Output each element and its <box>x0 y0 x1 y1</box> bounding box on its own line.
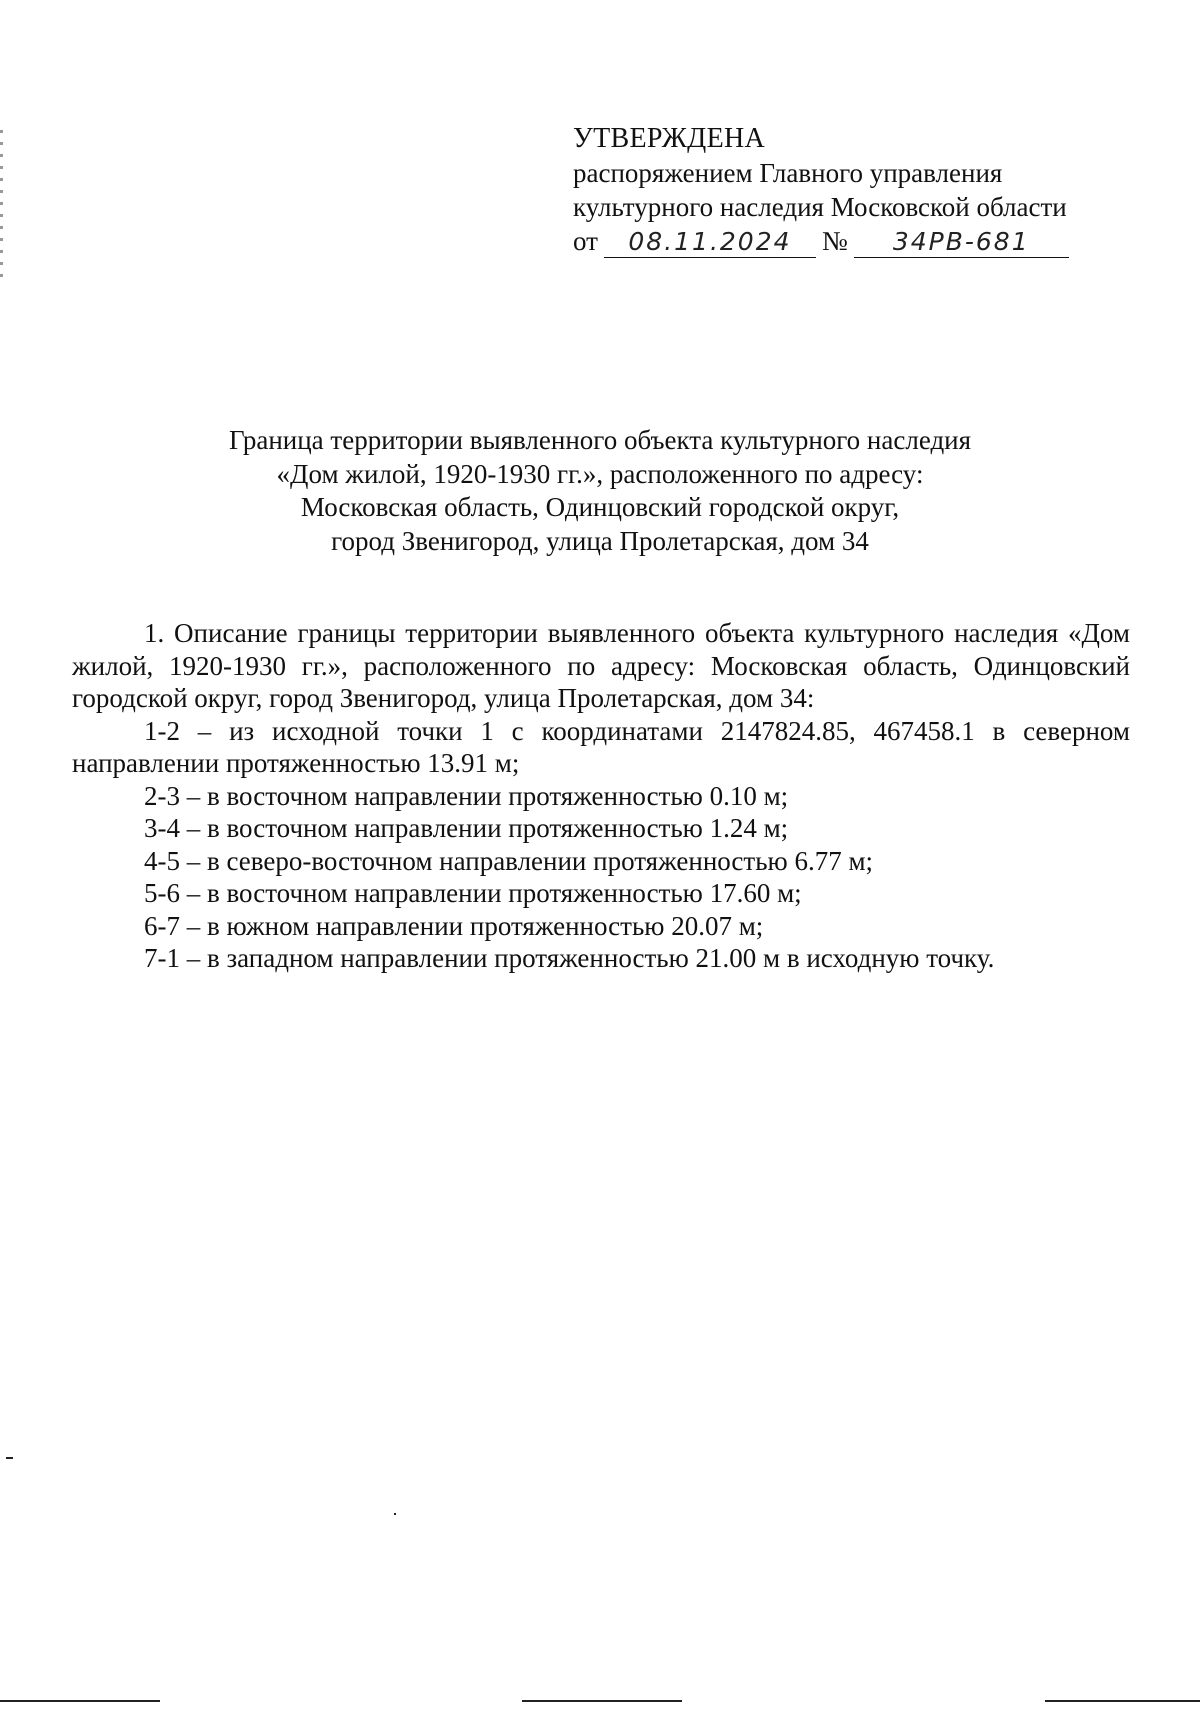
boundary-segment: 3-4 – в восточном направлении протяженностью 1.24 м; <box>144 813 789 843</box>
scan-dot <box>394 1513 396 1515</box>
handwritten-number: 34РВ-681 <box>854 227 1069 258</box>
footer-rule <box>0 1700 160 1702</box>
title-line: «Дом жилой, 1920-1930 гг.», расположенного по адресу: <box>276 458 924 489</box>
boundary-segment: 4-5 – в северо-восточном направлении протяженностью 6.77 м; <box>144 845 874 876</box>
date-prefix: от <box>573 226 598 256</box>
number-sign: № <box>821 226 848 256</box>
footer-rule <box>522 1700 682 1702</box>
approval-block <box>573 122 1113 258</box>
intro-paragraph: 1. Описание границы территории выявленного объекта культурного наследия «Дом жилой, 1920-1930 гг.», расположенного по адресу: Московская область, Одинцовский городской округ, город Звенигород, улица Пролетарская, дом 34: <box>72 618 1130 713</box>
scan-mark <box>6 1457 13 1459</box>
footer-rule <box>1045 1700 1200 1702</box>
scan-edge-marks <box>0 130 3 280</box>
boundary-segment: 7-1 – в западном направлении протяженностью 21.00 м в исходную точку. <box>144 943 995 973</box>
boundary-segment: 6-7 – в южном направлении протяженностью 20.07 м; <box>144 910 764 941</box>
title-line: Граница территории выявленного объекта культурного наследия <box>228 425 972 455</box>
approval-heading: УТВЕРЖДЕНА <box>573 123 766 154</box>
document-body <box>72 617 1130 975</box>
boundary-segment: 2-3 – в восточном направлении протяженностью 0.10 м; <box>144 780 789 811</box>
approval-line-1: распоряжением Главного управления <box>573 158 1003 188</box>
document-title <box>100 424 1100 558</box>
approval-line-2: культурного наследия Московской области <box>573 192 1067 222</box>
title-line: Московская область, Одинцовский городской округ, <box>300 492 900 522</box>
boundary-segment: 5-6 – в восточном направлении протяженностью 17.60 м; <box>144 878 802 908</box>
approval-date-row <box>573 224 1113 258</box>
handwritten-date: 08.11.2024 <box>604 227 816 258</box>
title-line: город Звенигород, улица Пролетарская, дом 34 <box>331 525 869 556</box>
boundary-segment: 1-2 – из исходной точки 1 с координатами 2147824.85, 467458.1 в северном направлении протяженностью 13.91 м; <box>72 715 1130 778</box>
